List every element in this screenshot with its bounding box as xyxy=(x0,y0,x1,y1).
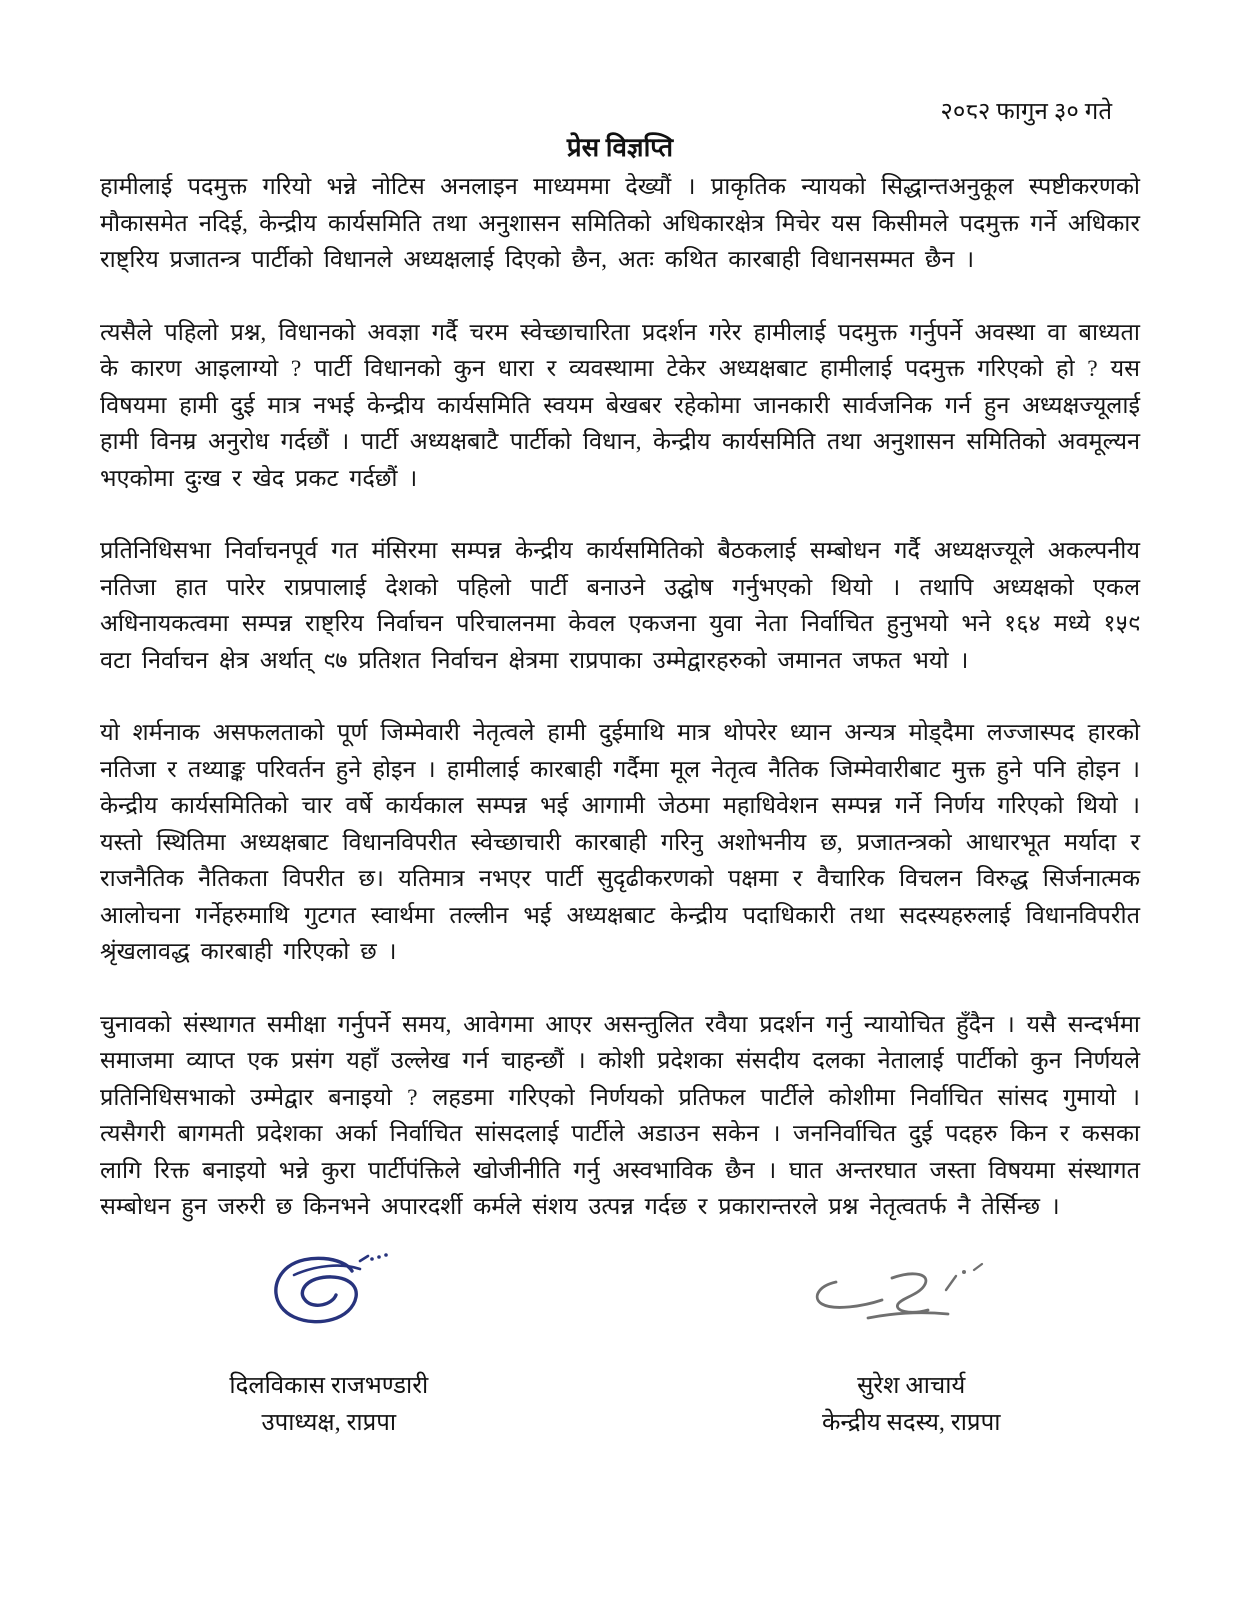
page-title: प्रेस विज्ञप्ति xyxy=(566,133,674,162)
signatory-left xyxy=(100,1215,558,1442)
date-line: २०८२ फागुन ३० गते xyxy=(940,99,1112,125)
signatory-title: उपाध्यक्ष, राप्रपा xyxy=(261,1410,397,1436)
paragraph: यो शर्मनाक असफलताको पूर्ण जिम्मेवारी नेतृत्वले हामी दुईमाथि मात्र थोपरेर ध्यान अन्यत्र मोड्दैमा लज्जास्पद हारको नतिजा र तथ्याङ्क परिवर्तन हुने होइन । हामीलाई कारबाही गर्दैमा मूल नेतृत्व नैतिक जिम्मेवारीबाट मुक्त हुने पनि होइन । केन्द्रीय कार्यसमितिको चार वर्षे कार्यकाल सम्पन्न भई आगामी जेठमा महाधिवेशन सम्पन्न गर्ने निर्णय गरिएको थियो । यस्तो स्थितिमा अध्यक्षबाट विधानविपरीत स्वेच्छाचारी कारबाही गरिनु अशोभनीय छ, प्रजातन्त्रको आधारभूत मर्यादा र राजनैतिक नैतिकता विपरीत छ। यतिमात्र नभएर पार्टी सुदृढीकरणको पक्षमा र वैचारिक विचलन विरुद्ध सिर्जनात्मक आलोचना गर्नेहरुमाथि गुटगत स्वार्थमा तल्लीन भई अध्यक्षबाट केन्द्रीय पदाधिकारी तथा सदस्यहरुलाई विधानविपरीत श्रृंखलावद्ध कारबाही गरिएको छ । xyxy=(100,720,1140,965)
signature-scribble-right-icon xyxy=(806,1215,1016,1340)
letter-body xyxy=(100,169,1140,1226)
paragraph: चुनावको संस्थागत समीक्षा गर्नुपर्ने समय, आवेगमा आएर असन्तुलित रवैया प्रदर्शन गर्नु न्यायोचित हुँदैन । यसै सन्दर्भमा समाजमा व्याप्त एक प्रसंग यहाँ उल्लेख गर्न चाहन्छौं । कोशी प्रदेशका संसदीय दलका नेतालाई पार्टीको कुन निर्णयले प्रतिनिधिसभाको उम्मेद्वार बनाइयो ? लहडमा गरिएको निर्णयको प्रतिफल पार्टीले कोशीमा निर्वाचित सांसद गुमायो । त्यसैगरी बागमती प्रदेशका अर्का निर्वाचित सांसदलाई पार्टीले अडाउन सकेन । जननिर्वाचित दुई पदहरु किन र कसका लागि रिक्त बनाइयो भन्ने कुरा पार्टीपंक्तिले खोजीनीति गर्नु अस्वभाविक छैन । घात अन्तरघात जस्ता विषयमा संस्थागत सम्बोधन हुन जरुरी छ किनभने अपारदर्शी कर्मले संशय उत्पन्न गर्दछ र प्रकारान्तरले प्रश्न नेतृत्वतर्फ नै तेर्सिन्छ । xyxy=(100,1011,1140,1220)
paragraph: प्रतिनिधिसभा निर्वाचनपूर्व गत मंसिरमा सम्पन्न केन्द्रीय कार्यसमितिको बैठकलाई सम्बोधन गर्दै अध्यक्षज्यूले अकल्पनीय नतिजा हात पारेर राप्रपालाई देशको पहिलो पार्टी बनाउने उद्घोष गर्नुभएको थियो । तथापि अध्यक्षको एकल अधिनायकत्वमा सम्पन्न राष्ट्रिय निर्वाचन परिचालनमा केवल एकजना युवा नेता निर्वाचित हुनुभयो भने १६४ मध्ये १५९ वटा निर्वाचन क्षेत्र अर्थात् ९७ प्रतिशत निर्वाचन क्षेत्रमा राप्रपाका उम्मेद्वारहरुको जमानत जफत भयो । xyxy=(100,538,1140,674)
signatory-title: केन्द्रीय सदस्य, राप्रपा xyxy=(821,1410,1001,1436)
signatory-right xyxy=(682,1215,1140,1442)
signatory-name: सुरेश आचार्य xyxy=(857,1373,966,1399)
paragraph: हामीलाई पदमुक्त गरियो भन्ने नोटिस अनलाइन माध्यममा देख्यौं । प्राकृतिक न्यायको सिद्धान्तअनुकूल स्पष्टीकरणको मौकासमेत नदिई, केन्द्रीय कार्यसमिति तथा अनुशासन समितिको अधिकारक्षेत्र मिचेर यस किसीमले पदमुक्त गर्ने अधिकार राष्ट्रिय प्रजातन्त्र पार्टीको विधानले अध्यक्षलाई दिएको छैन, अतः कथित कारबाही विधानसम्मत छैन । xyxy=(100,174,1140,273)
signature-row xyxy=(100,1215,1140,1442)
signature-scribble-left-icon xyxy=(264,1215,394,1340)
signatory-name: दिलविकास राजभण्डारी xyxy=(229,1373,429,1399)
paragraph: त्यसैले पहिलो प्रश्न, विधानको अवज्ञा गर्दै चरम स्वेच्छाचारिता प्रदर्शन गरेर हामीलाई पदमुक्त गर्नुपर्ने अवस्था वा बाध्यता के कारण आइलाग्यो ? पार्टी विधानको कुन धारा र व्यवस्थामा टेकेर अध्यक्षबाट हामीलाई पदमुक्त गरिएको हो ? यस विषयमा हामी दुई मात्र नभई केन्द्रीय कार्यसमिति स्वयम बेखबर रहेकोमा जानकारी सार्वजनिक गर्न हुन अध्यक्षज्यूलाई हामी विनम्र अनुरोध गर्दछौं । पार्टी अध्यक्षबाटै पार्टीको विधान, केन्द्रीय कार्यसमिति तथा अनुशासन समितिको अवमूल्यन भएकोमा दुःख र खेद प्रकट गर्दछौं । xyxy=(100,319,1140,492)
